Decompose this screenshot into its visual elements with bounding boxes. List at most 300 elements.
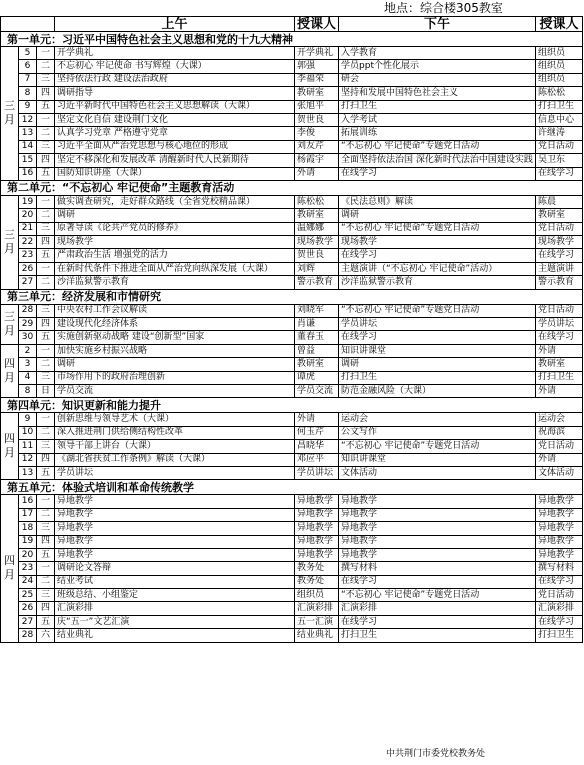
unit-title: 第五单元：体验式培训和革命传统教学 bbox=[1, 480, 583, 495]
afternoon-lecturer: 汇演彩排 bbox=[536, 602, 583, 615]
afternoon-course: 公文写作 bbox=[339, 426, 536, 439]
morning-lecturer: 刘友芹 bbox=[295, 140, 339, 153]
afternoon-course: 异地教学 bbox=[339, 495, 536, 508]
morning-lecturer: 刘辉 bbox=[295, 262, 339, 275]
afternoon-lecturer: 吴卫东 bbox=[536, 154, 583, 167]
unit-title-row bbox=[1, 180, 583, 195]
date-cell: 6 bbox=[19, 60, 37, 73]
table-row bbox=[1, 60, 583, 73]
afternoon-course: 入学教育 bbox=[339, 47, 536, 60]
date-cell: 10 bbox=[19, 426, 37, 439]
afternoon-lecturer: 打扫卫生 bbox=[536, 371, 583, 384]
morning-course: 不忘初心 牢记使命 书写辉煌（大课） bbox=[55, 60, 295, 73]
date-cell: 27 bbox=[19, 276, 37, 289]
weekday-cell: 四 bbox=[37, 87, 55, 100]
table-row bbox=[1, 73, 583, 86]
afternoon-lecturer: 学员讲坛 bbox=[536, 318, 583, 331]
weekday-cell: 一 bbox=[37, 195, 55, 208]
morning-course: 创新思维与领导艺术（大课） bbox=[55, 413, 295, 426]
afternoon-course: “不忘初心 牢记使命”专题党日活动 bbox=[339, 140, 536, 153]
morning-course: 调研指导 bbox=[55, 87, 295, 100]
afternoon-lecturer: 组织员 bbox=[536, 73, 583, 86]
weekday-cell: 四 bbox=[37, 602, 55, 615]
afternoon-course: 拓展训练 bbox=[339, 127, 536, 140]
morning-course: 加快实施乡村振兴战略 bbox=[55, 344, 295, 357]
weekday-cell: 五 bbox=[37, 167, 55, 180]
afternoon-lecturer: 异地教学 bbox=[536, 535, 583, 548]
morning-lecturer: 温娜娜 bbox=[295, 222, 339, 235]
date-cell: 30 bbox=[19, 331, 37, 344]
table-row bbox=[1, 154, 583, 167]
afternoon-course: 防范金融风险（大课） bbox=[339, 384, 536, 397]
unit-title: 第三单元：经济发展和市情研究 bbox=[1, 289, 583, 304]
morning-course: 坚定不移深化和发展改革 清醒新时代人民新期待 bbox=[55, 154, 295, 167]
afternoon-course: 知识讲课堂 bbox=[339, 344, 536, 357]
afternoon-course: “不忘初心 牢记使命”专题党日活动 bbox=[339, 304, 536, 317]
morning-lecturer: 汇演彩排 bbox=[295, 602, 339, 615]
date-cell: 9 bbox=[19, 100, 37, 113]
table-row bbox=[1, 113, 583, 126]
date-cell: 3 bbox=[19, 358, 37, 371]
afternoon-lecturer: 撰写材料 bbox=[536, 562, 583, 575]
morning-course: 严肃政治生活 增强党的活力 bbox=[55, 249, 295, 262]
afternoon-lecturer: 异地教学 bbox=[536, 495, 583, 508]
table-row bbox=[1, 548, 583, 561]
weekday-cell: 五 bbox=[37, 100, 55, 113]
date-cell: 17 bbox=[19, 508, 37, 521]
afternoon-lecturer: 组织员 bbox=[536, 47, 583, 60]
morning-lecturer: 邓应平 bbox=[295, 453, 339, 466]
date-cell: 7 bbox=[19, 73, 37, 86]
morning-course: 调研 bbox=[55, 209, 295, 222]
unit-title-row bbox=[1, 289, 583, 304]
morning-course: 《湖北省扶贫工作条例》解读（大课） bbox=[55, 453, 295, 466]
weekday-cell: 三 bbox=[37, 371, 55, 384]
unit-title-row bbox=[1, 398, 583, 413]
table-row bbox=[1, 384, 583, 397]
morning-course: 异地教学 bbox=[55, 522, 295, 535]
afternoon-lecturer: 党日活动 bbox=[536, 304, 583, 317]
afternoon-course: 在线学习 bbox=[339, 615, 536, 628]
morning-lecturer: 董春玉 bbox=[295, 331, 339, 344]
table-row bbox=[1, 535, 583, 548]
morning-lecturer: 现场教学 bbox=[295, 236, 339, 249]
morning-lecturer: 教务处 bbox=[295, 575, 339, 588]
morning-course: 开学典礼 bbox=[55, 47, 295, 60]
afternoon-course: 坚持和发展中国特色社会主义 bbox=[339, 87, 536, 100]
morning-course: 学员讲坛 bbox=[55, 466, 295, 479]
unit-title-row bbox=[1, 32, 583, 47]
afternoon-lecturer: 主题演讲 bbox=[536, 262, 583, 275]
table-row bbox=[1, 466, 583, 479]
afternoon-course: 在线学习 bbox=[339, 331, 536, 344]
morning-course: 习近平全面从严治党思想与核心地位的形成 bbox=[55, 140, 295, 153]
weekday-cell: 三 bbox=[37, 589, 55, 602]
unit-title: 第一单元：习近平中国特色社会主义思想和党的十九大精神 bbox=[1, 32, 583, 47]
morning-lecturer: 教务处 bbox=[295, 562, 339, 575]
afternoon-course: 在线学习 bbox=[339, 249, 536, 262]
table-row bbox=[1, 318, 583, 331]
afternoon-lecturer: 教研室 bbox=[536, 358, 583, 371]
weekday-cell: 二 bbox=[37, 60, 55, 73]
date-cell: 24 bbox=[19, 575, 37, 588]
weekday-cell: 三 bbox=[37, 440, 55, 453]
afternoon-lecturer: 在线学习 bbox=[536, 575, 583, 588]
table-row bbox=[1, 195, 583, 208]
date-cell: 2 bbox=[19, 344, 37, 357]
table-row bbox=[1, 575, 583, 588]
morning-lecturer: 张旭平 bbox=[295, 100, 339, 113]
date-cell: 12 bbox=[19, 453, 37, 466]
morning-course: 异地教学 bbox=[55, 548, 295, 561]
weekday-cell: 四 bbox=[37, 453, 55, 466]
afternoon-course: 学员ppt个性化展示 bbox=[339, 60, 536, 73]
morning-lecturer: 异地教学 bbox=[295, 535, 339, 548]
date-cell: 9 bbox=[19, 413, 37, 426]
morning-course: 做实调查研究，走好群众路线（全省党校精品课） bbox=[55, 195, 295, 208]
table-row bbox=[1, 47, 583, 60]
weekday-cell: 四 bbox=[37, 535, 55, 548]
afternoon-course: 在线学习 bbox=[339, 167, 536, 180]
date-cell: 16 bbox=[19, 495, 37, 508]
afternoon-course: 异地教学 bbox=[339, 522, 536, 535]
morning-course: 结业典礼 bbox=[55, 629, 295, 642]
weekday-cell: 一 bbox=[37, 495, 55, 508]
morning-course: 坚持依法行政 建设法治政府 bbox=[55, 73, 295, 86]
afternoon-course: 主题演讲（“不忘初心 牢记使命”活动） bbox=[339, 262, 536, 275]
morning-lecturer: 结业典礼 bbox=[295, 629, 339, 642]
weekday-cell: 二 bbox=[37, 127, 55, 140]
morning-lecturer: 贺世良 bbox=[295, 113, 339, 126]
weekday-cell: 一 bbox=[37, 47, 55, 60]
weekday-cell: 三 bbox=[37, 304, 55, 317]
weekday-cell: 五 bbox=[37, 615, 55, 628]
date-cell: 5 bbox=[19, 47, 37, 60]
afternoon-lecturer: 外请 bbox=[536, 344, 583, 357]
weekday-cell: 五 bbox=[37, 249, 55, 262]
morning-lecturer: 杨霞宇 bbox=[295, 154, 339, 167]
table-row bbox=[1, 615, 583, 628]
date-cell: 20 bbox=[19, 209, 37, 222]
afternoon-lecturer: 现场教学 bbox=[536, 236, 583, 249]
date-cell: 14 bbox=[19, 140, 37, 153]
date-cell: 15 bbox=[19, 154, 37, 167]
footer-org: 中共荆门市委党校教务处 bbox=[386, 749, 486, 759]
morning-lecturer: 学员讲坛 bbox=[295, 466, 339, 479]
afternoon-lecturer: 许继涛 bbox=[536, 127, 583, 140]
weekday-cell: 日 bbox=[37, 384, 55, 397]
morning-course: 原著导读《论共产党员的修养》 bbox=[55, 222, 295, 235]
morning-course: 深入推进荆门供给侧结构性改革 bbox=[55, 426, 295, 439]
table-row bbox=[1, 100, 583, 113]
table-row bbox=[1, 495, 583, 508]
date-cell: 11 bbox=[19, 440, 37, 453]
weekday-cell: 三 bbox=[37, 222, 55, 235]
morning-lecturer: 异地教学 bbox=[295, 522, 339, 535]
table-row bbox=[1, 222, 583, 235]
morning-course: 国防知识讲座（大课） bbox=[55, 167, 295, 180]
month-cell: 三月 bbox=[1, 47, 19, 181]
morning-course: 异地教学 bbox=[55, 508, 295, 521]
morning-lecturer: 曾益 bbox=[295, 344, 339, 357]
table-row bbox=[1, 413, 583, 426]
header-lecturer-pm: 授课人 bbox=[536, 17, 583, 32]
weekday-cell: 二 bbox=[37, 508, 55, 521]
header-month bbox=[1, 17, 55, 32]
morning-lecturer: 警示教育 bbox=[295, 276, 339, 289]
morning-lecturer: 谭虎 bbox=[295, 371, 339, 384]
table-row bbox=[1, 453, 583, 466]
date-cell: 13 bbox=[19, 127, 37, 140]
date-cell: 13 bbox=[19, 466, 37, 479]
afternoon-course: 撰写材料 bbox=[339, 562, 536, 575]
afternoon-lecturer: 打扫卫生 bbox=[536, 629, 583, 642]
month-cell: 四月 bbox=[1, 495, 19, 642]
weekday-cell: 五 bbox=[37, 466, 55, 479]
afternoon-lecturer: 教研室 bbox=[536, 209, 583, 222]
table-row bbox=[1, 589, 583, 602]
afternoon-course: 汇演彩排 bbox=[339, 602, 536, 615]
table-row bbox=[1, 331, 583, 344]
morning-lecturer: 异地教学 bbox=[295, 548, 339, 561]
morning-course: 在新时代条件下推进全面从严治党向纵深发展（大课） bbox=[55, 262, 295, 275]
weekday-cell: 一 bbox=[37, 344, 55, 357]
afternoon-course: 全面坚持依法治国 深化新时代法治中国建设实践 bbox=[339, 154, 536, 167]
date-cell: 20 bbox=[19, 548, 37, 561]
afternoon-course: 调研 bbox=[339, 209, 536, 222]
morning-course: 沙洋监狱警示教育 bbox=[55, 276, 295, 289]
afternoon-course: 《民法总则》解读 bbox=[339, 195, 536, 208]
header-row bbox=[1, 17, 583, 32]
afternoon-course: “不忘初心 牢记使命”专题党日活动 bbox=[339, 440, 536, 453]
afternoon-lecturer: 异地教学 bbox=[536, 508, 583, 521]
afternoon-course: 知识讲课堂 bbox=[339, 453, 536, 466]
afternoon-course: 现场教学 bbox=[339, 236, 536, 249]
weekday-cell: 一 bbox=[37, 562, 55, 575]
table-row bbox=[1, 371, 583, 384]
afternoon-lecturer: 打扫卫生 bbox=[536, 100, 583, 113]
table-row bbox=[1, 358, 583, 371]
afternoon-lecturer: 陈松松 bbox=[536, 87, 583, 100]
afternoon-lecturer: 警示教育 bbox=[536, 276, 583, 289]
table-row bbox=[1, 426, 583, 439]
date-cell: 18 bbox=[19, 522, 37, 535]
weekday-cell: 二 bbox=[37, 276, 55, 289]
unit-title-row bbox=[1, 480, 583, 495]
afternoon-lecturer: 陈晨 bbox=[536, 195, 583, 208]
date-cell: 16 bbox=[19, 167, 37, 180]
morning-lecturer: 教研室 bbox=[295, 209, 339, 222]
date-cell: 26 bbox=[19, 262, 37, 275]
morning-course: 异地教学 bbox=[55, 495, 295, 508]
table-row bbox=[1, 344, 583, 357]
afternoon-lecturer: 文体活动 bbox=[536, 466, 583, 479]
afternoon-lecturer: 运动会 bbox=[536, 413, 583, 426]
afternoon-course: 打扫卫生 bbox=[339, 100, 536, 113]
morning-lecturer: 外请 bbox=[295, 413, 339, 426]
afternoon-course: 研会 bbox=[339, 73, 536, 86]
morning-course: 认真学习党章 严格遵守党章 bbox=[55, 127, 295, 140]
weekday-cell: 三 bbox=[37, 522, 55, 535]
afternoon-lecturer: 在线学习 bbox=[536, 167, 583, 180]
morning-lecturer: 陈松松 bbox=[295, 195, 339, 208]
morning-lecturer: 外请 bbox=[295, 167, 339, 180]
morning-course: 中央农村工作会议解读 bbox=[55, 304, 295, 317]
morning-course: 建设现代化经济体系 bbox=[55, 318, 295, 331]
weekday-cell: 四 bbox=[37, 236, 55, 249]
table-row bbox=[1, 508, 583, 521]
date-cell: 28 bbox=[19, 304, 37, 317]
morning-course: 学员交流 bbox=[55, 384, 295, 397]
unit-title: 第二单元：“不忘初心 牢记使命”主题教育活动 bbox=[1, 180, 583, 195]
morning-course: 班级总结、小组鉴定 bbox=[55, 589, 295, 602]
date-cell: 19 bbox=[19, 195, 37, 208]
weekday-cell: 四 bbox=[37, 154, 55, 167]
afternoon-course: 入学考试 bbox=[339, 113, 536, 126]
table-row bbox=[1, 249, 583, 262]
date-cell: 8 bbox=[19, 384, 37, 397]
afternoon-lecturer: 异地教学 bbox=[536, 522, 583, 535]
weekday-cell: 二 bbox=[37, 426, 55, 439]
table-row bbox=[1, 87, 583, 100]
morning-lecturer: 李俊 bbox=[295, 127, 339, 140]
header-morning: 上午 bbox=[55, 17, 295, 32]
table-row bbox=[1, 562, 583, 575]
afternoon-course: 调研 bbox=[339, 358, 536, 371]
morning-course: 现场教学 bbox=[55, 236, 295, 249]
morning-lecturer: 郭强 bbox=[295, 60, 339, 73]
date-cell: 19 bbox=[19, 535, 37, 548]
morning-lecturer: 学员交流 bbox=[295, 384, 339, 397]
weekday-cell: 一 bbox=[37, 262, 55, 275]
morning-course: 调研论文答辩 bbox=[55, 562, 295, 575]
morning-course: 异地教学 bbox=[55, 535, 295, 548]
morning-lecturer: 教研室 bbox=[295, 87, 339, 100]
morning-lecturer: 昌晓华 bbox=[295, 440, 339, 453]
morning-lecturer: 开学典礼 bbox=[295, 47, 339, 60]
afternoon-lecturer: 党日活动 bbox=[536, 589, 583, 602]
morning-lecturer: 肖谦 bbox=[295, 318, 339, 331]
weekday-cell: 二 bbox=[37, 209, 55, 222]
month-cell: 四月 bbox=[1, 413, 19, 480]
weekday-cell: 一 bbox=[37, 113, 55, 126]
afternoon-lecturer: 组织员 bbox=[536, 60, 583, 73]
header-lecturer-am: 授课人 bbox=[295, 17, 339, 32]
weekday-cell: 二 bbox=[37, 358, 55, 371]
table-row bbox=[1, 440, 583, 453]
date-cell: 25 bbox=[19, 589, 37, 602]
date-cell: 4 bbox=[19, 371, 37, 384]
morning-course: 市场作用下的政府治理创新 bbox=[55, 371, 295, 384]
morning-lecturer: 李福荣 bbox=[295, 73, 339, 86]
afternoon-course: 异地教学 bbox=[339, 548, 536, 561]
date-cell: 29 bbox=[19, 318, 37, 331]
table-row bbox=[1, 236, 583, 249]
table-row bbox=[1, 602, 583, 615]
afternoon-lecturer: 异地教学 bbox=[536, 548, 583, 561]
afternoon-course: “不忘初心 牢记使命”专题党日活动 bbox=[339, 589, 536, 602]
month-cell: 三月 bbox=[1, 304, 19, 344]
date-cell: 8 bbox=[19, 87, 37, 100]
weekday-cell: 二 bbox=[37, 575, 55, 588]
morning-lecturer: 异地教学 bbox=[295, 508, 339, 521]
date-cell: 21 bbox=[19, 222, 37, 235]
weekday-cell: 一 bbox=[37, 413, 55, 426]
afternoon-lecturer: 在线学习 bbox=[536, 615, 583, 628]
afternoon-lecturer: 在线学习 bbox=[536, 249, 583, 262]
afternoon-course: 打扫卫生 bbox=[339, 629, 536, 642]
afternoon-course: 运动会 bbox=[339, 413, 536, 426]
date-cell: 28 bbox=[19, 629, 37, 642]
date-cell: 27 bbox=[19, 615, 37, 628]
weekday-cell: 六 bbox=[37, 629, 55, 642]
afternoon-course: “不忘初心 牢记使命”专题党日活动 bbox=[339, 222, 536, 235]
date-cell: 23 bbox=[19, 562, 37, 575]
date-cell: 12 bbox=[19, 113, 37, 126]
date-cell: 26 bbox=[19, 602, 37, 615]
morning-course: 庆“五一”文艺汇演 bbox=[55, 615, 295, 628]
date-cell: 23 bbox=[19, 249, 37, 262]
table-row bbox=[1, 262, 583, 275]
morning-lecturer: 刘晓军 bbox=[295, 304, 339, 317]
morning-lecturer: 贺世良 bbox=[295, 249, 339, 262]
morning-lecturer: 异地教学 bbox=[295, 495, 339, 508]
afternoon-course: 学员讲坛 bbox=[339, 318, 536, 331]
afternoon-course: 异地教学 bbox=[339, 508, 536, 521]
morning-lecturer: 组织员 bbox=[295, 589, 339, 602]
afternoon-lecturer: 党日活动 bbox=[536, 440, 583, 453]
afternoon-lecturer: 党日活动 bbox=[536, 140, 583, 153]
weekday-cell: 五 bbox=[37, 548, 55, 561]
month-cell: 四月 bbox=[1, 344, 19, 398]
schedule-table bbox=[0, 16, 583, 643]
afternoon-course: 打扫卫生 bbox=[339, 371, 536, 384]
morning-course: 汇演彩排 bbox=[55, 602, 295, 615]
table-row bbox=[1, 140, 583, 153]
table-row bbox=[1, 127, 583, 140]
afternoon-lecturer: 祝海滨 bbox=[536, 426, 583, 439]
afternoon-lecturer: 在线学习 bbox=[536, 331, 583, 344]
afternoon-course: 异地教学 bbox=[339, 535, 536, 548]
weekday-cell: 三 bbox=[37, 73, 55, 86]
morning-lecturer: 教研室 bbox=[295, 358, 339, 371]
afternoon-course: 在线学习 bbox=[339, 575, 536, 588]
table-row bbox=[1, 629, 583, 642]
table-row bbox=[1, 276, 583, 289]
header-afternoon: 下午 bbox=[339, 17, 536, 32]
morning-course: 结业考试 bbox=[55, 575, 295, 588]
weekday-cell: 三 bbox=[37, 140, 55, 153]
afternoon-lecturer: 外请 bbox=[536, 453, 583, 466]
afternoon-lecturer: 党日活动 bbox=[536, 222, 583, 235]
afternoon-course: 沙洋监狱警示教育 bbox=[339, 276, 536, 289]
table-row bbox=[1, 304, 583, 317]
morning-lecturer: 何玉芹 bbox=[295, 426, 339, 439]
table-row bbox=[1, 209, 583, 222]
table-row bbox=[1, 167, 583, 180]
location-label: 地点：综合楼305教室 bbox=[384, 1, 503, 15]
weekday-cell: 四 bbox=[37, 318, 55, 331]
table-row bbox=[1, 522, 583, 535]
afternoon-course: 文体活动 bbox=[339, 466, 536, 479]
afternoon-lecturer: 信息中心 bbox=[536, 113, 583, 126]
morning-lecturer: 五一汇演 bbox=[295, 615, 339, 628]
morning-course: 调研 bbox=[55, 358, 295, 371]
morning-course: 实施创新驱动战略 建设“创新型”国家 bbox=[55, 331, 295, 344]
morning-course: 习近平新时代中国特色社会主义思想解读（大课） bbox=[55, 100, 295, 113]
morning-course: 领导干部上讲台（大课） bbox=[55, 440, 295, 453]
morning-course: 坚定文化自信 建设荆门文化 bbox=[55, 113, 295, 126]
